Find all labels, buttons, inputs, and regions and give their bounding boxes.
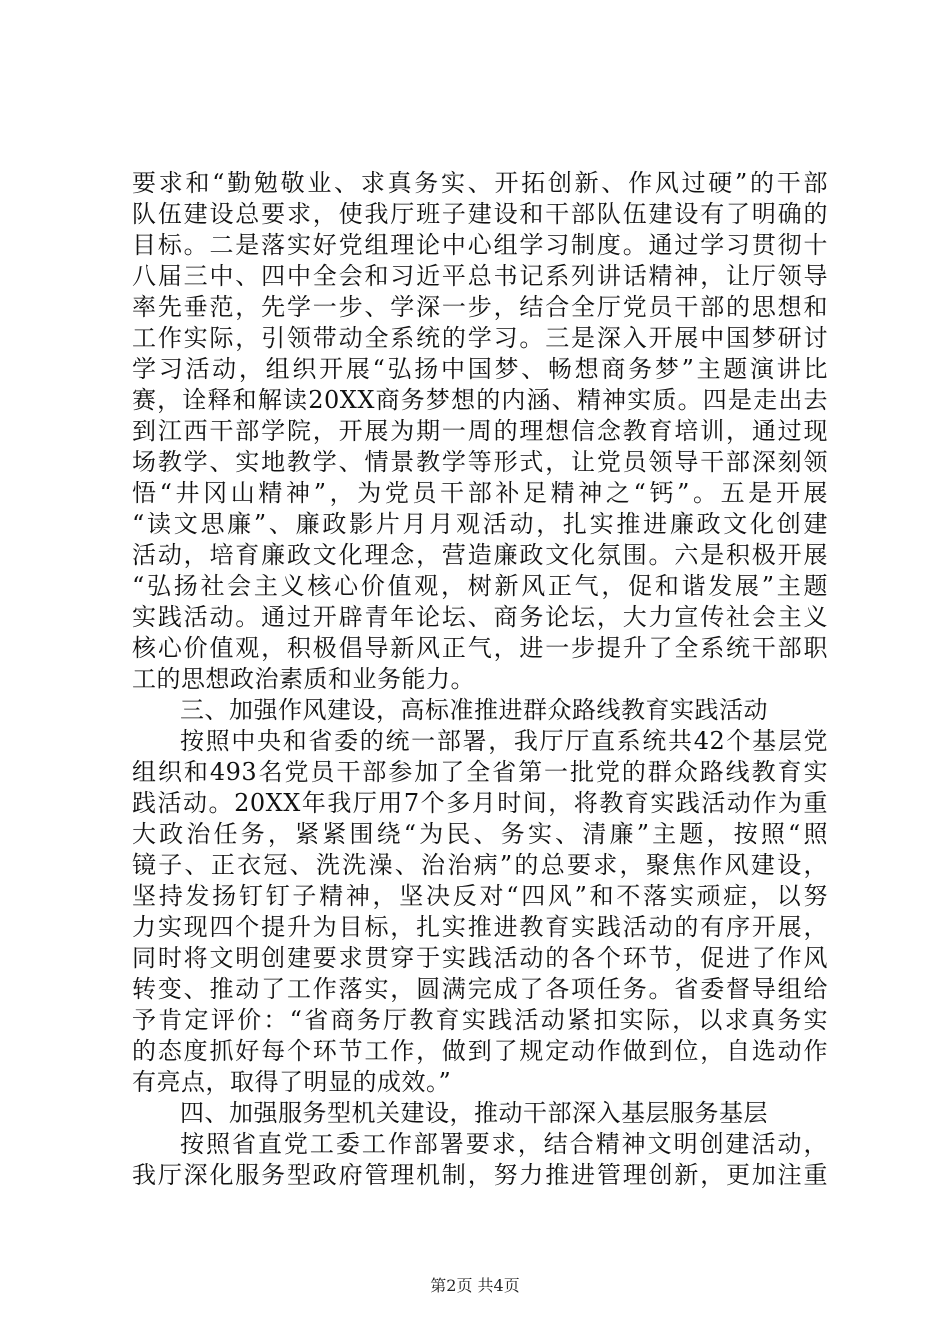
text-line: 同时将文明创建要求贯穿于实践活动的各个环节，促进了作风 [132,944,828,972]
text-line: 组织和493名党员干部参加了全省第一批党的群众路线教育实 [132,758,828,786]
text-line: 率先垂范，先学一步、学深一步，结合全厅党员干部的思想和 [132,293,828,321]
text-line: 力实现四个提升为目标，扎实推进教育实践活动的有序开展， [132,913,828,941]
text-line: 按照省直党工委工作部署要求，结合精神文明创建活动， [180,1130,828,1158]
section-heading: 四、加强服务型机关建设，推动干部深入基层服务基层 [180,1099,768,1127]
text-line: 坚持发扬钉钉子精神，坚决反对“四风”和不落实顽症，以努 [132,882,828,910]
text-line: 悟“井冈山精神”，为党员干部补足精神之“钙”。五是开展 [132,479,828,507]
text-line: “读文思廉”、廉政影片月月观活动，扎实推进廉政文化创建 [132,510,828,538]
page-footer [0,1276,950,1296]
text-line: 学习活动，组织开展“弘扬中国梦、畅想商务梦”主题演讲比 [132,355,828,383]
text-line: 工作实际，引领带动全系统的学习。三是深入开展中国梦研讨 [132,324,828,352]
text-line: 到江西干部学院，开展为期一周的理想信念教育培训，通过现 [132,417,828,445]
text-line: 要求和“勤勉敬业、求真务实、开拓创新、作风过硬”的干部 [132,169,828,197]
text-line: 队伍建设总要求，使我厅班子建设和干部队伍建设有了明确的 [132,200,828,228]
text-line: 目标。二是落实好党组理论中心组学习制度。通过学习贯彻十 [132,231,828,259]
text-line: 大政治任务，紧紧围绕“为民、务实、清廉”主题，按照“照 [132,820,828,848]
text-line: 实践活动。通过开辟青年论坛、商务论坛，大力宣传社会主义 [132,603,828,631]
text-line: 有亮点，取得了明显的成效。” [132,1068,452,1096]
text-line: 转变、推动了工作落实，圆满完成了各项任务。省委督导组给 [132,975,828,1003]
text-line: 予肯定评价：“省商务厅教育实践活动紧扣实际，以求真务实 [132,1006,828,1034]
text-line: 工的思想政治素质和业务能力。 [132,665,475,693]
text-line: 场教学、实地教学、情景教学等形式，让党员领导干部深刻领 [132,448,828,476]
text-line: 活动，培育廉政文化理念，营造廉政文化氛围。六是积极开展 [132,541,828,569]
text-line: 镜子、正衣冠、洗洗澡、治治病”的总要求，聚焦作风建设， [132,851,828,879]
text-line: 八届三中、四中全会和习近平总书记系列讲话精神，让厅领导 [132,262,828,290]
text-line: 的态度抓好每个环节工作，做到了规定动作做到位，自选动作 [132,1037,828,1065]
text-line: 我厅深化服务型政府管理机制，努力推进管理创新，更加注重 [132,1161,828,1189]
text-line: 按照中央和省委的统一部署，我厅厅直系统共42个基层党 [180,727,828,755]
section-heading: 三、加强作风建设，高标准推进群众路线教育实践活动 [180,696,768,724]
text-line: 践活动。20XX年我厅用7个多月时间，将教育实践活动作为重 [132,789,828,817]
page-number: 第2页 共4页 [430,1276,520,1295]
document-body [132,168,828,1191]
text-line: 核心价值观，积极倡导新风正气，进一步提升了全系统干部职 [132,634,828,662]
text-line: 赛，诠释和解读20XX商务梦想的内涵、精神实质。四是走出去 [132,386,828,414]
text-line: “弘扬社会主义核心价值观，树新风正气，促和谐发展”主题 [132,572,828,600]
